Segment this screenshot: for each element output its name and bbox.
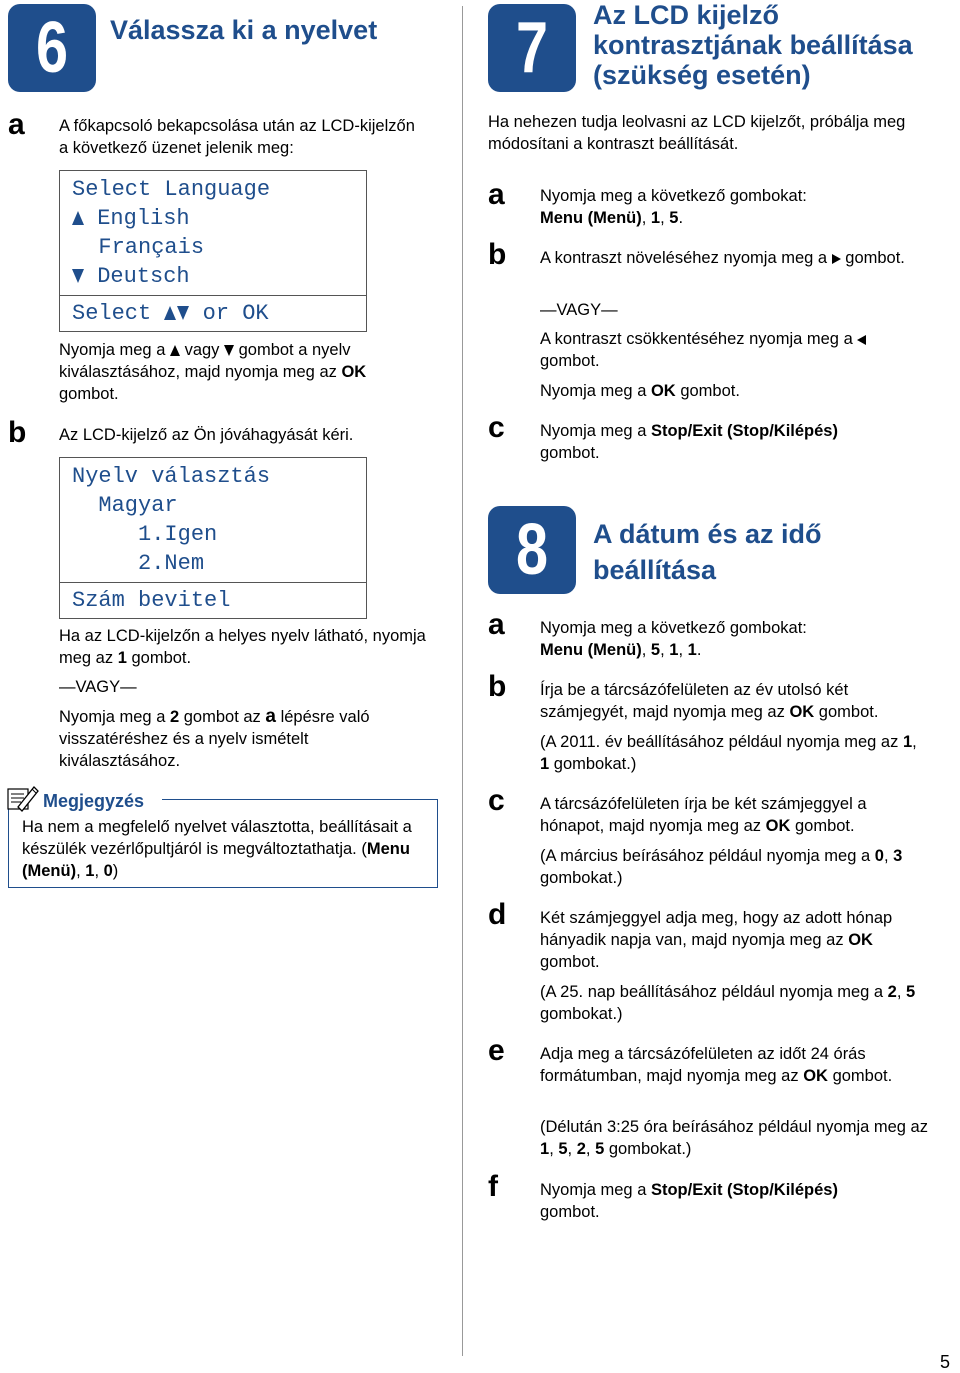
note-pencil-icon xyxy=(6,783,40,813)
step-8c-letter: c xyxy=(488,784,505,817)
step-6b-letter: b xyxy=(8,416,27,449)
step-8e-text: Adja meg a tárcsázófelületen az időt 24 órás formátumban, majd nyomja meg az OK gombot. xyxy=(540,1045,893,1085)
lcd-line: 1.Igen xyxy=(72,522,218,547)
step-7b-or: —VAGY— xyxy=(540,301,618,319)
step-8e-example: (Délután 3:25 óra beírásához például nyomja meg az 1, 5, 2, 5 gombokat.) xyxy=(540,1118,928,1158)
step-6b-text-1: Ha az LCD-kijelzőn a helyes nyelv látható, nyomja meg az 1 gombot. xyxy=(59,627,426,667)
step-7b-text-3: Nyomja meg a OK gombot. xyxy=(540,382,740,400)
up-arrow-icon xyxy=(72,211,84,225)
step-8-title: A dátum és az idő beállítása xyxy=(593,519,822,585)
down-arrow-icon xyxy=(72,269,84,283)
step-7b-text-1: A kontraszt növeléséhez nyomja meg a gombot. xyxy=(540,249,905,267)
lcd-language-select xyxy=(59,170,367,332)
step-7c-letter: c xyxy=(488,411,505,444)
lcd-language-confirm xyxy=(59,457,367,619)
step-8a-text: Nyomja meg a következő gombokat: Menu (Menü), 5, 1, 1. xyxy=(540,619,807,659)
step-8b-text: Írja be a tárcsázófelületen az év utolsó két számjegyét, majd nyomja meg az OK gombot. xyxy=(540,681,879,721)
column-divider xyxy=(462,6,463,1356)
note-title: Megjegyzés xyxy=(43,791,145,811)
step-7c-text: Nyomja meg a Stop/Exit (Stop/Kilépés) gombot. xyxy=(540,422,838,462)
step-6a-intro: A főkapcsoló bekapcsolása után az LCD-kijelzőn a következő üzenet jelenik meg: xyxy=(59,117,415,157)
step-8b-letter: b xyxy=(488,670,507,703)
page-number: 5 xyxy=(940,1352,951,1372)
step-8f-letter: f xyxy=(488,1170,498,1203)
left-arrow-icon xyxy=(857,335,866,345)
step-8f-text: Nyomja meg a Stop/Exit (Stop/Kilépés) gombot. xyxy=(540,1181,838,1221)
lcd-status-line: Select or OK xyxy=(72,301,269,326)
step-7-intro: Ha nehezen tudja leolvasni az LCD kijelzőt, próbálja meg módosítani a kontraszt beállítását. xyxy=(488,113,906,153)
step-8a-letter: a xyxy=(488,608,505,641)
step-6b-text-2: Nyomja meg a 2 gombot az a lépésre való visszatéréshez és a nyelv ismételt kiválasztásához. xyxy=(59,706,370,770)
step-8e-letter: e xyxy=(488,1034,505,1067)
note-top-rule xyxy=(162,799,437,800)
step-7b-text-2: A kontraszt csökkentéséhez nyomja meg a gombot. xyxy=(540,328,930,372)
lcd-line: Nyelv választás xyxy=(72,464,271,489)
step-6b-or: —VAGY— xyxy=(59,678,137,696)
up-arrow-icon xyxy=(164,306,176,320)
step-6-badge: 6 xyxy=(8,4,96,92)
lcd-line: Français xyxy=(72,235,205,260)
lcd-line: Select Language xyxy=(72,177,271,202)
lcd-status-line: Szám bevitel xyxy=(72,588,231,613)
down-arrow-icon xyxy=(177,306,189,320)
step-8-badge: 8 xyxy=(488,506,576,594)
step-6-title: Válassza ki a nyelvet xyxy=(110,15,378,45)
up-arrow-icon xyxy=(170,345,180,356)
step-7a-letter: a xyxy=(488,178,505,211)
step-7-title: Az LCD kijelző kontrasztjának beállítása (szükség esetén) xyxy=(593,0,913,90)
step-7-badge: 7 xyxy=(488,4,576,92)
step-8d-text: Két számjeggyel adja meg, hogy az adott hónap hányadik napja van, majd nyomja meg az OK gombot. xyxy=(540,909,893,971)
lcd-line: Magyar xyxy=(72,493,178,518)
lcd-line-deutsch: Deutsch xyxy=(60,262,366,291)
step-8c-text: A tárcsázófelületen írja be két számjeggyel a hónapot, majd nyomja meg az OK gombot. xyxy=(540,795,867,835)
step-8c-example: (A március beírásához például nyomja meg a 0, 3 gombokat.) xyxy=(540,847,903,887)
note-text: Ha nem a megfelelő nyelvet választotta, beállításait a készülék vezérlőpultjáról is megváltoztathatja. (Menu (Menü), 1, 0) xyxy=(22,818,412,880)
step-7b-letter: b xyxy=(488,238,507,271)
step-6a-instruction: Nyomja meg a vagy gombot a nyelv kiválasztásához, majd nyomja meg az OK gombot. xyxy=(59,341,367,403)
lcd-line-english: English xyxy=(60,204,366,233)
lcd-line: 2.Nem xyxy=(72,551,205,576)
step-6a-letter: a xyxy=(8,108,25,141)
right-arrow-icon xyxy=(832,254,841,264)
step-6b-intro: Az LCD-kijelző az Ön jóváhagyását kéri. xyxy=(59,426,354,444)
step-8b-example: (A 2011. év beállításához például nyomja meg az 1, 1 gombokat.) xyxy=(540,733,917,773)
step-7a-text: Nyomja meg a következő gombokat: Menu (Menü), 1, 5. xyxy=(540,187,807,227)
step-8d-example: (A 25. nap beállításához például nyomja meg a 2, 5 gombokat.) xyxy=(540,983,916,1023)
down-arrow-icon xyxy=(224,345,234,356)
step-8d-letter: d xyxy=(488,898,507,931)
